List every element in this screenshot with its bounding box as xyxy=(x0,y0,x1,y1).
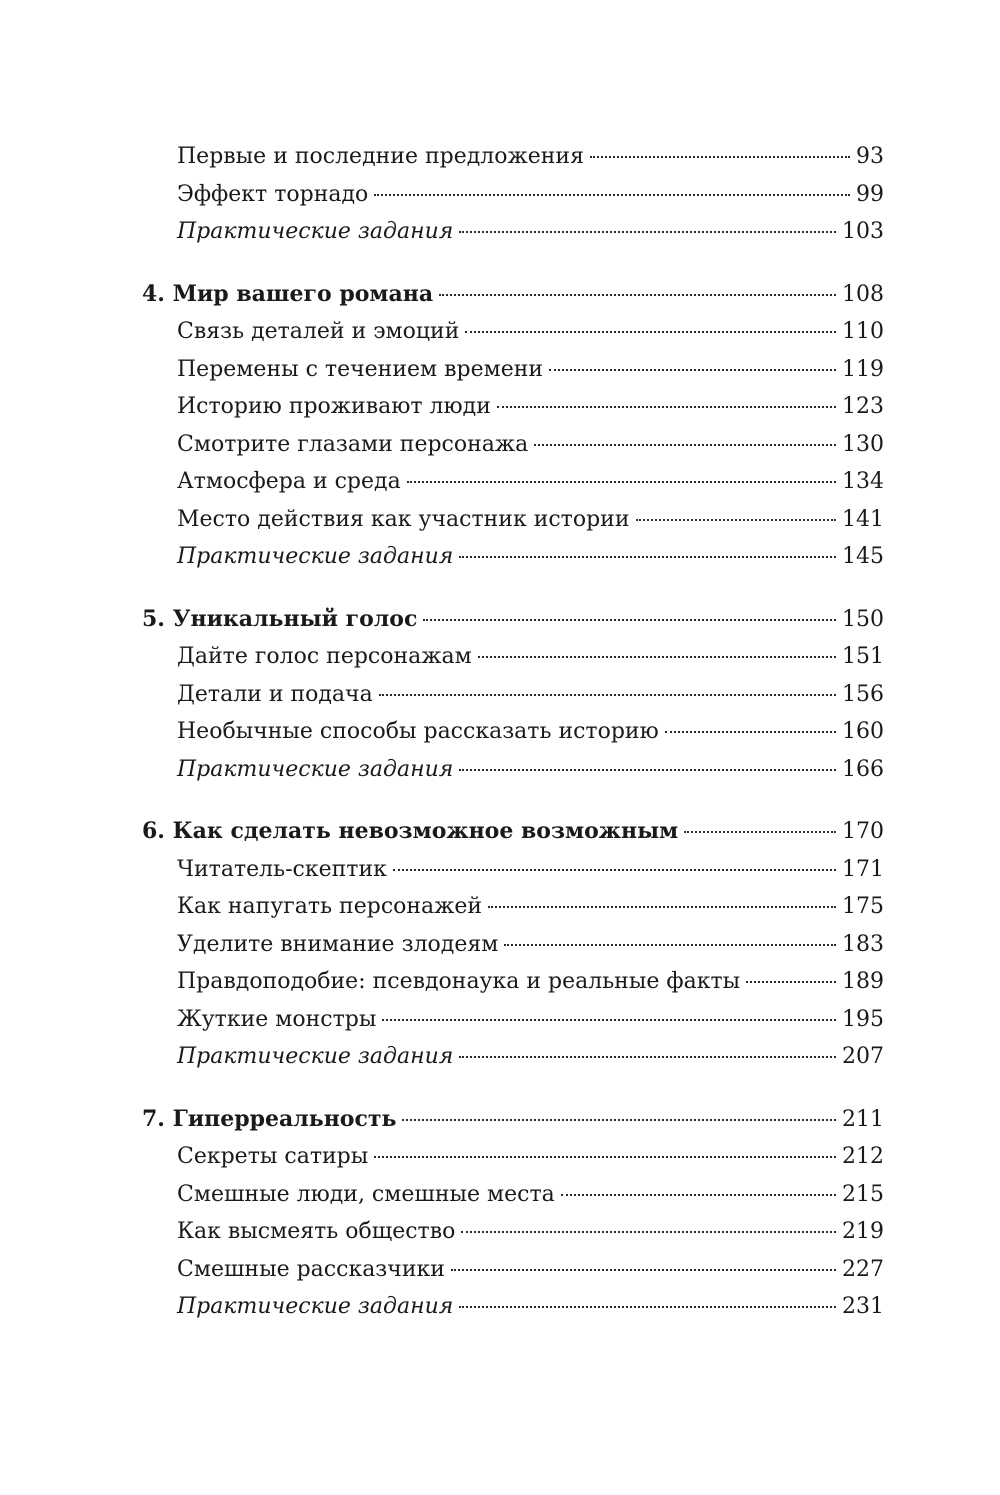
table-of-contents xyxy=(142,138,884,1326)
toc-chapter-title: 5. Уникальный голос xyxy=(142,605,418,632)
dot-leader xyxy=(459,1056,836,1058)
toc-section-entry[interactable] xyxy=(142,888,884,926)
toc-exercises-entry[interactable] xyxy=(142,1288,884,1326)
toc-section-entry[interactable] xyxy=(142,1138,884,1176)
dot-leader xyxy=(382,1019,836,1021)
toc-section-entry-title: Связь деталей и эмоций xyxy=(177,319,460,344)
dot-leader xyxy=(636,519,836,521)
dot-leader xyxy=(465,331,836,333)
toc-section-entry-page-number: 130 xyxy=(842,431,884,457)
dot-leader xyxy=(665,731,836,733)
toc-chapter-page-number: 150 xyxy=(842,606,884,632)
toc-section-entry-page-number: 99 xyxy=(856,181,884,207)
toc-exercises-entry-page-number: 103 xyxy=(842,219,884,244)
dot-leader xyxy=(684,831,836,833)
toc-chapter-page-number: 170 xyxy=(842,819,884,844)
toc-section-entry-title: Правдоподобие: псевдонаука и реальные факты xyxy=(177,969,741,994)
toc-section-entry-page-number: 215 xyxy=(842,1181,884,1207)
toc-section-entry-page-number: 134 xyxy=(842,469,884,494)
toc-exercises-entry[interactable] xyxy=(142,1038,884,1076)
toc-section-entry-title: Уделите внимание злодеям xyxy=(177,931,499,957)
dot-leader xyxy=(379,694,836,696)
toc-section-entry-title: Как напугать персонажей xyxy=(177,894,483,919)
toc-exercises-entry[interactable] xyxy=(142,751,884,789)
toc-exercises-entry-title: Практические задания xyxy=(177,219,454,244)
toc-section-entry-page-number: 175 xyxy=(842,894,884,919)
toc-section-entry-title: Перемены с течением времени xyxy=(177,356,544,382)
toc-exercises-entry-page-number: 166 xyxy=(842,756,884,782)
toc-section-entry[interactable] xyxy=(142,176,884,214)
toc-section-entry-page-number: 219 xyxy=(842,1219,884,1244)
toc-exercises-entry-title: Практические задания xyxy=(177,1294,454,1319)
toc-exercises-entry-title: Практические задания xyxy=(177,544,454,569)
toc-section-entry-page-number: 123 xyxy=(842,394,884,419)
toc-section-entry-page-number: 110 xyxy=(842,319,884,344)
dot-leader xyxy=(590,156,850,158)
dot-leader xyxy=(393,869,836,871)
toc-section-entry[interactable] xyxy=(142,1213,884,1251)
toc-section-entry[interactable] xyxy=(142,1001,884,1039)
dot-leader xyxy=(459,1306,836,1308)
toc-section-entry-title: Как высмеять общество xyxy=(177,1219,456,1244)
toc-section-entry[interactable] xyxy=(142,713,884,751)
dot-leader xyxy=(461,1231,836,1233)
toc-section-entry[interactable] xyxy=(142,463,884,501)
dot-leader xyxy=(478,656,836,658)
toc-section-entry-page-number: 141 xyxy=(842,506,884,532)
dot-leader xyxy=(549,369,836,371)
toc-section-entry-page-number: 156 xyxy=(842,681,884,707)
toc-chapter-title: 4. Мир вашего романа xyxy=(142,280,434,307)
toc-section-entry[interactable] xyxy=(142,638,884,676)
toc-exercises-entry-page-number: 145 xyxy=(842,544,884,569)
toc-section-entry[interactable] xyxy=(142,963,884,1001)
toc-exercises-entry[interactable] xyxy=(142,538,884,576)
toc-section-entry-title: Жуткие монстры xyxy=(177,1006,377,1032)
toc-section-entry-title: Читатель-скептик xyxy=(177,856,387,882)
toc-section-entry[interactable] xyxy=(142,851,884,889)
toc-section-entry[interactable] xyxy=(142,351,884,389)
toc-exercises-entry-page-number: 231 xyxy=(842,1294,884,1319)
dot-leader xyxy=(374,194,850,196)
toc-section-entry[interactable] xyxy=(142,676,884,714)
toc-section-entry-title: Дайте голос персонажам xyxy=(177,644,472,669)
toc-section-entry-page-number: 227 xyxy=(842,1256,884,1282)
toc-section-entry-page-number: 189 xyxy=(842,969,884,994)
toc-section-entry-page-number: 212 xyxy=(842,1144,884,1169)
toc-chapter-page-number: 108 xyxy=(842,281,884,307)
toc-chapter-page-number: 211 xyxy=(842,1106,884,1132)
dot-leader xyxy=(497,406,836,408)
toc-section-entry[interactable] xyxy=(142,138,884,176)
toc-chapter[interactable] xyxy=(142,601,884,639)
toc-section-entry-page-number: 195 xyxy=(842,1006,884,1032)
toc-section-entry[interactable] xyxy=(142,388,884,426)
dot-leader xyxy=(746,981,836,983)
toc-section-entry-title: Смешные люди, смешные места xyxy=(177,1181,555,1207)
toc-section-entry-title: Секреты сатиры xyxy=(177,1144,369,1169)
toc-section-entry[interactable] xyxy=(142,501,884,539)
dot-leader xyxy=(459,231,836,233)
dot-leader xyxy=(459,769,836,771)
toc-section-entry-page-number: 151 xyxy=(842,644,884,669)
toc-section-entry-title: Историю проживают люди xyxy=(177,394,491,419)
toc-chapter-title: 7. Гиперреальность xyxy=(142,1105,397,1132)
toc-section-entry[interactable] xyxy=(142,926,884,964)
dot-leader xyxy=(504,944,836,946)
toc-section-entry[interactable] xyxy=(142,1251,884,1289)
toc-exercises-entry-title: Практические задания xyxy=(177,756,454,782)
toc-section-entry-page-number: 171 xyxy=(842,856,884,882)
toc-chapter-title: 6. Как сделать невозможное возможным xyxy=(142,818,679,844)
toc-section-entry[interactable] xyxy=(142,1176,884,1214)
dot-leader xyxy=(374,1156,836,1158)
toc-section-entry-title: Детали и подача xyxy=(177,681,373,707)
toc-section-entry-title: Смотрите глазами персонажа xyxy=(177,431,529,457)
toc-section-entry[interactable] xyxy=(142,313,884,351)
toc-section-entry-page-number: 93 xyxy=(856,144,884,169)
toc-chapter[interactable] xyxy=(142,1101,884,1139)
dot-leader xyxy=(451,1269,836,1271)
dot-leader xyxy=(423,619,836,621)
toc-section-entry-title: Необычные способы рассказать историю xyxy=(177,719,659,744)
toc-section-entry-page-number: 183 xyxy=(842,931,884,957)
toc-chapter[interactable] xyxy=(142,813,884,851)
toc-section-entry-title: Место действия как участник истории xyxy=(177,506,630,532)
toc-exercises-entry-title: Практические задания xyxy=(177,1044,454,1069)
toc-section-entry-page-number: 119 xyxy=(842,356,884,382)
dot-leader xyxy=(439,294,836,296)
toc-exercises-entry[interactable] xyxy=(142,213,884,251)
toc-section-entry[interactable] xyxy=(142,426,884,464)
toc-section-entry-title: Смешные рассказчики xyxy=(177,1256,445,1282)
toc-section-entry-title: Атмосфера и среда xyxy=(177,469,401,494)
dot-leader xyxy=(407,481,836,483)
toc-exercises-entry-page-number: 207 xyxy=(842,1044,884,1069)
dot-leader xyxy=(534,444,836,446)
toc-section-entry-title: Первые и последние предложения xyxy=(177,144,584,169)
dot-leader xyxy=(402,1119,836,1121)
dot-leader xyxy=(561,1194,836,1196)
toc-section-entry-title: Эффект торнадо xyxy=(177,181,369,207)
toc-section-entry-page-number: 160 xyxy=(842,719,884,744)
toc-chapter[interactable] xyxy=(142,276,884,314)
dot-leader xyxy=(459,556,836,558)
dot-leader xyxy=(488,906,836,908)
